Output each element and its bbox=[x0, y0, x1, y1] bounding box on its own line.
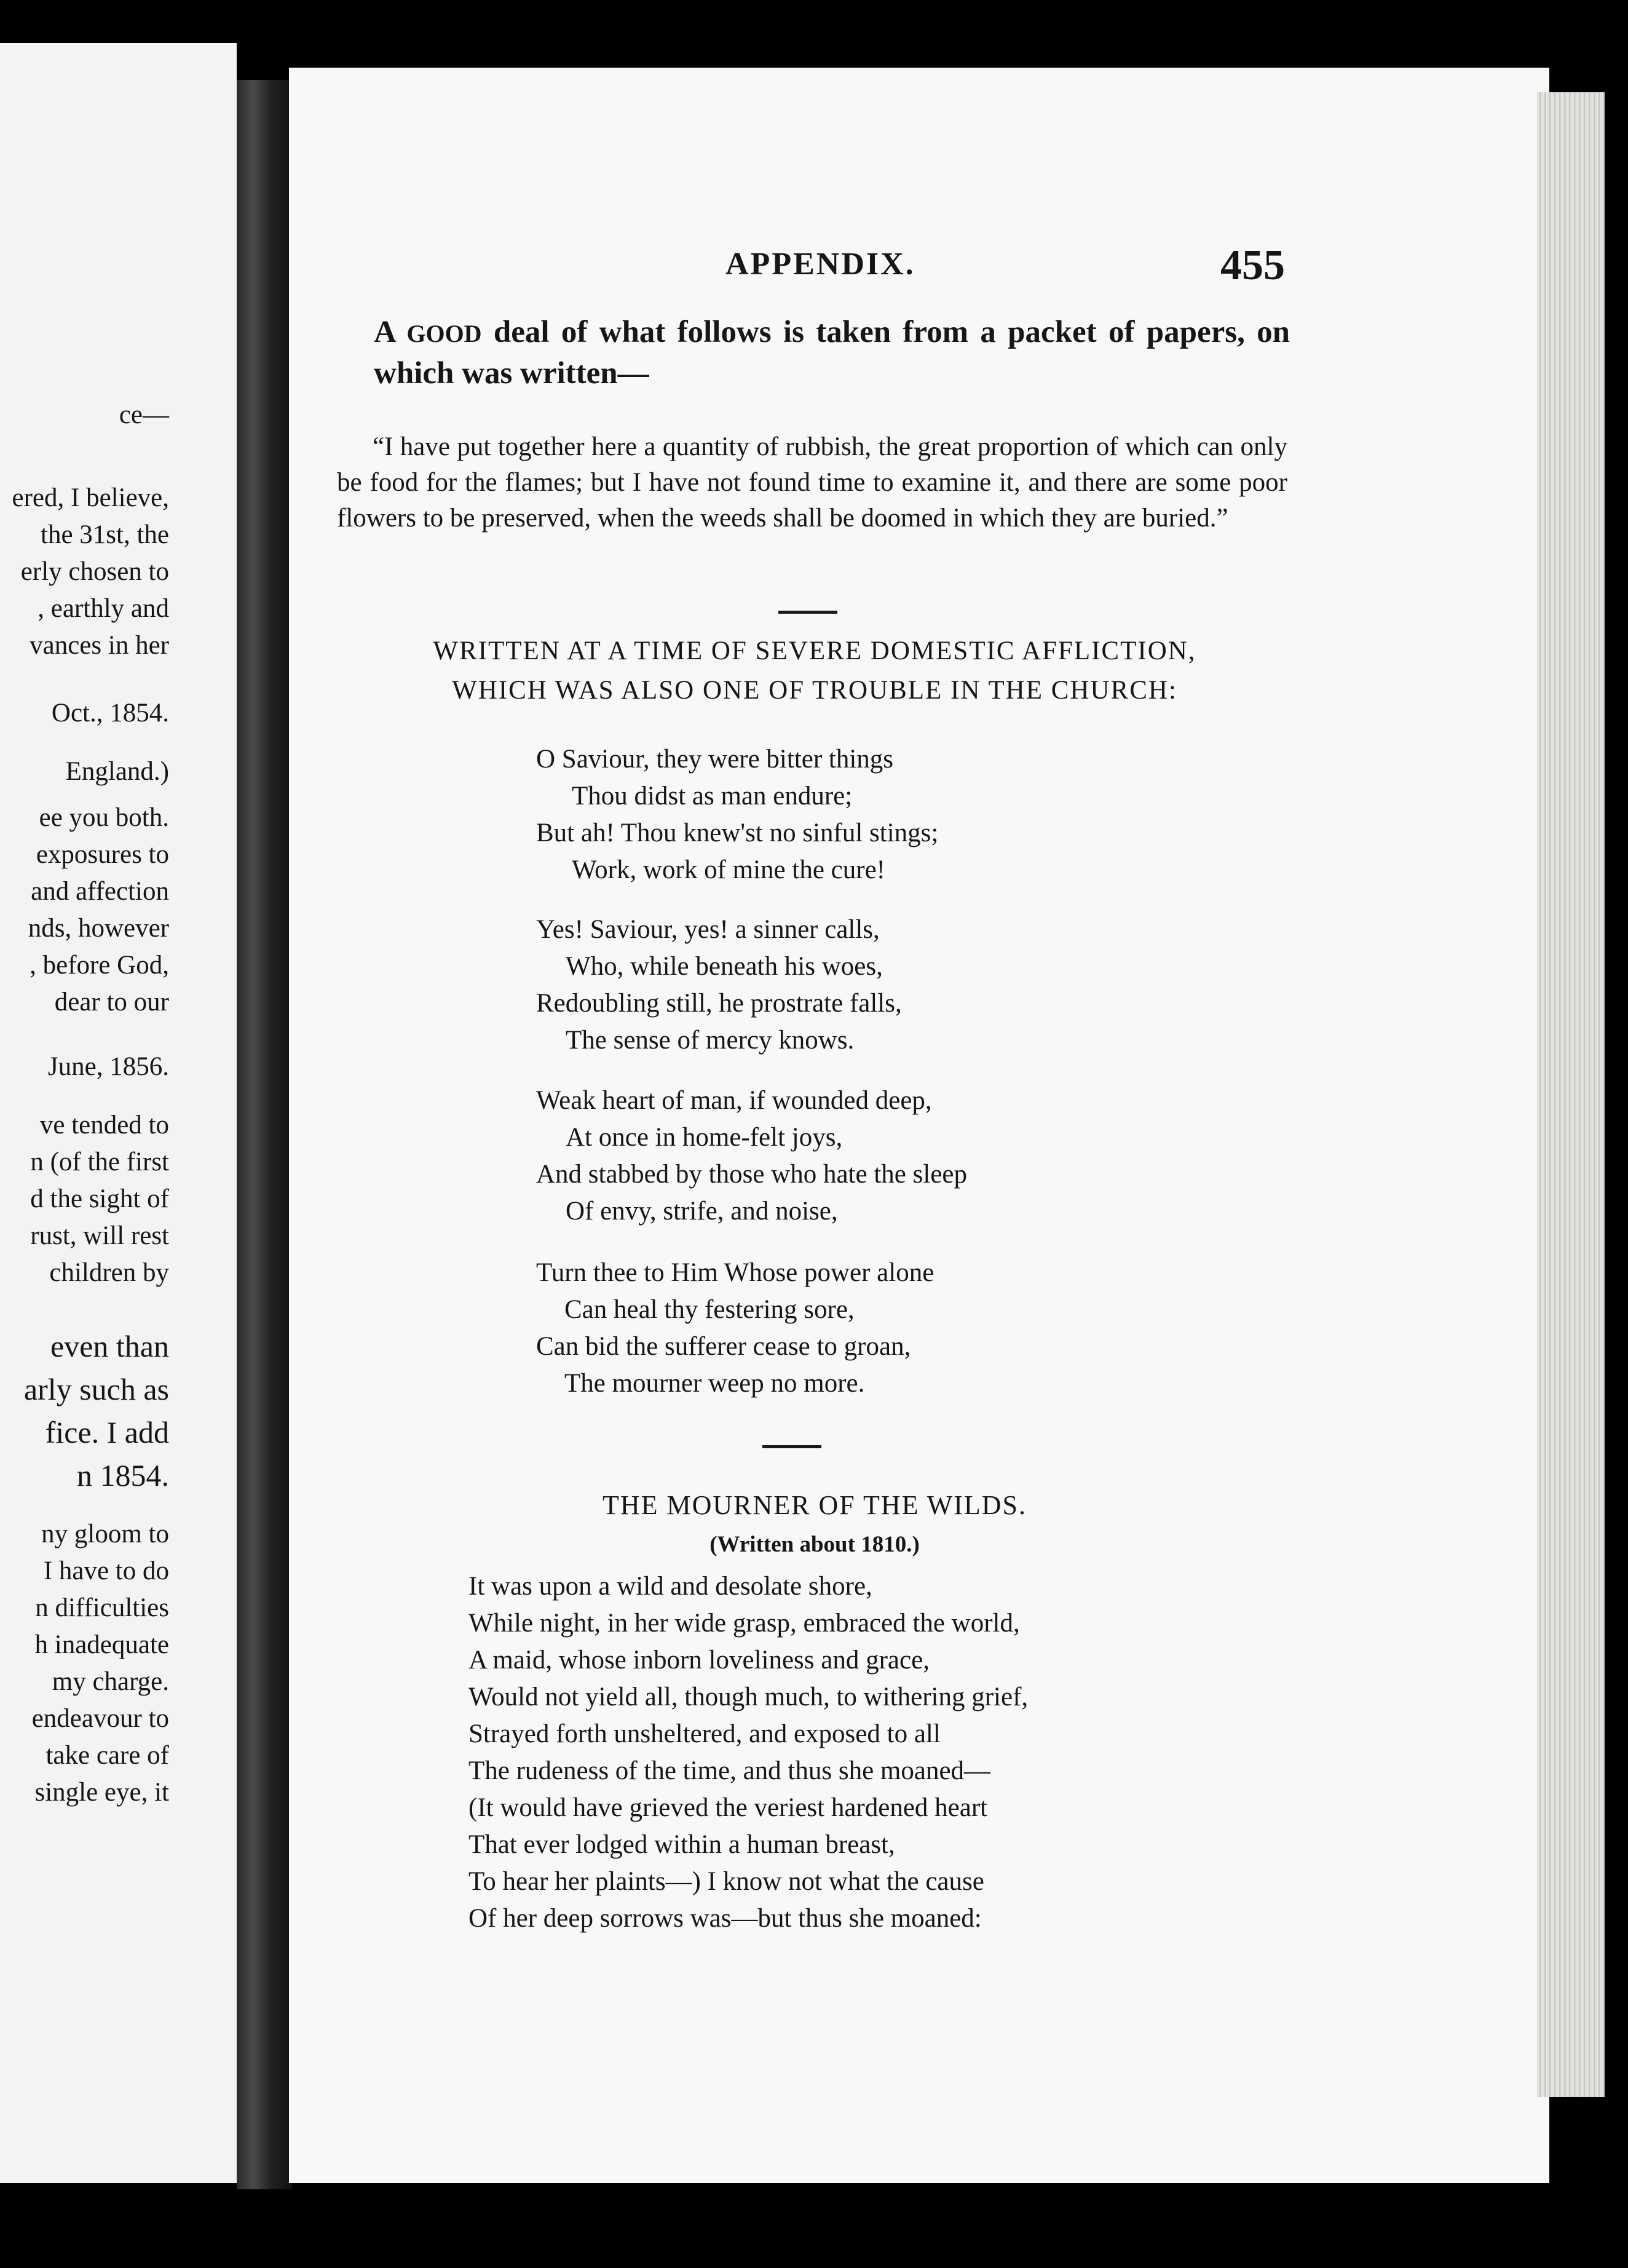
left-line: ny gloom to bbox=[41, 1520, 169, 1548]
poem1-line: Who, while beneath his woes, bbox=[566, 952, 883, 981]
left-line: June, 1856. bbox=[47, 1052, 169, 1081]
left-line: , earthly and bbox=[38, 594, 169, 623]
poem2-title: THE MOURNER OF THE WILDS. bbox=[602, 1490, 1027, 1520]
left-line: h inadequate bbox=[34, 1630, 169, 1659]
poem1-line: Redoubling still, he prostrate falls, bbox=[536, 989, 902, 1018]
left-line: Oct., 1854. bbox=[51, 699, 169, 728]
poem1-line: Work, work of mine the cure! bbox=[572, 855, 885, 884]
left-line: take care of bbox=[45, 1741, 169, 1770]
left-line: I have to do bbox=[43, 1556, 169, 1585]
left-line: even than bbox=[50, 1329, 169, 1363]
left-line: ce— bbox=[119, 400, 169, 429]
poem2-line: Strayed forth unsheltered, and exposed to all bbox=[468, 1719, 941, 1748]
page-edges bbox=[1537, 92, 1605, 2097]
poem2-subtitle: (Written about 1810.) bbox=[709, 1532, 920, 1557]
poem1-line: Thou didst as man endure; bbox=[572, 782, 853, 811]
intro-text: deal of what follows is taken from a packet of papers, on which was written— bbox=[374, 315, 1290, 391]
poem1-heading-line1: WRITTEN AT A TIME OF SEVERE DOMESTIC AFFLICTION, bbox=[433, 636, 1196, 665]
poem1-line: But ah! Thou knew'st no sinful stings; bbox=[536, 819, 939, 847]
poem1-line: Turn thee to Him Whose power alone bbox=[536, 1258, 935, 1287]
left-line: d the sight of bbox=[30, 1184, 169, 1213]
intro-paragraph bbox=[374, 312, 1290, 393]
poem2-line: Would not yield all, though much, to withering grief, bbox=[468, 1683, 1029, 1711]
section-rule bbox=[762, 1445, 821, 1448]
quoted-note: “I have put together here a quantity of rubbish, the great proportion of which can only be food for the flames; but I have not found time to examine it, and there are some poor flowers to be preserved, when the weeds shall be doomed in which they are buried.” bbox=[337, 432, 1287, 533]
section-rule bbox=[778, 611, 837, 614]
left-line: nds, however bbox=[28, 914, 169, 943]
poem1-line: At once in home-felt joys, bbox=[566, 1123, 843, 1152]
poem2-line: While night, in her wide grasp, embraced the world, bbox=[468, 1609, 1020, 1638]
poem1-line: The sense of mercy knows. bbox=[566, 1026, 855, 1055]
poem1-line: Can heal thy festering sore, bbox=[564, 1295, 855, 1324]
left-line: , before God, bbox=[30, 951, 169, 980]
left-line: endeavour to bbox=[31, 1704, 169, 1733]
poem1-heading-line2: WHICH WAS ALSO ONE OF TROUBLE IN THE CHURCH: bbox=[452, 676, 1177, 705]
left-line: my charge. bbox=[52, 1667, 169, 1696]
poem1-line: O Saviour, they were bitter things bbox=[536, 745, 894, 774]
left-line: single eye, it bbox=[34, 1778, 169, 1807]
left-line: arly such as bbox=[23, 1372, 169, 1406]
left-line: exposures to bbox=[36, 840, 169, 869]
left-line: rust, will rest bbox=[30, 1221, 169, 1250]
left-line: and affection bbox=[31, 877, 169, 906]
left-line: erly chosen to bbox=[20, 557, 169, 586]
poem1-line: Yes! Saviour, yes! a sinner calls, bbox=[536, 915, 880, 944]
left-line: vances in her bbox=[30, 631, 169, 660]
poem2-line: It was upon a wild and desolate shore, bbox=[468, 1572, 872, 1601]
poem1-line: And stabbed by those who hate the sleep bbox=[536, 1160, 967, 1189]
left-line: ered, I believe, bbox=[12, 483, 169, 512]
poem1-line: The mourner weep no more. bbox=[564, 1369, 865, 1398]
intro-small-caps: GOOD bbox=[406, 320, 482, 347]
poem2-line: That ever lodged within a human breast, bbox=[468, 1830, 895, 1859]
page-number: 455 bbox=[1220, 242, 1285, 289]
left-line: n 1854. bbox=[77, 1458, 169, 1493]
left-line: n (of the first bbox=[30, 1148, 169, 1176]
poem1-line: Can bid the sufferer cease to groan, bbox=[536, 1332, 911, 1361]
left-line: England.) bbox=[65, 757, 169, 786]
poem2-line: The rudeness of the time, and thus she moaned— bbox=[468, 1756, 991, 1785]
running-title: APPENDIX. bbox=[725, 247, 915, 282]
poem2-line: To hear her plaints—) I know not what the cause bbox=[468, 1867, 984, 1896]
intro-lead: A bbox=[374, 315, 395, 349]
left-line: ee you both. bbox=[39, 803, 169, 832]
poem1-line: Of envy, strife, and noise, bbox=[566, 1197, 838, 1226]
left-line: ve tended to bbox=[39, 1111, 169, 1140]
poem2-line: Of her deep sorrows was—but thus she moaned: bbox=[468, 1904, 982, 1933]
book-gutter bbox=[237, 80, 292, 2189]
left-page-text bbox=[0, 43, 237, 2183]
left-line: the 31st, the bbox=[41, 520, 169, 549]
left-line: children by bbox=[49, 1258, 169, 1287]
poem2-line: (It would have grieved the veriest hardened heart bbox=[468, 1793, 988, 1822]
left-line: n difficulties bbox=[35, 1593, 169, 1622]
poem2-line: A maid, whose inborn loveliness and grace, bbox=[468, 1646, 930, 1675]
left-line: fice. I add bbox=[45, 1415, 169, 1449]
left-line: dear to our bbox=[54, 988, 169, 1017]
poem1-line: Weak heart of man, if wounded deep, bbox=[536, 1086, 932, 1115]
left-page bbox=[0, 43, 237, 2183]
